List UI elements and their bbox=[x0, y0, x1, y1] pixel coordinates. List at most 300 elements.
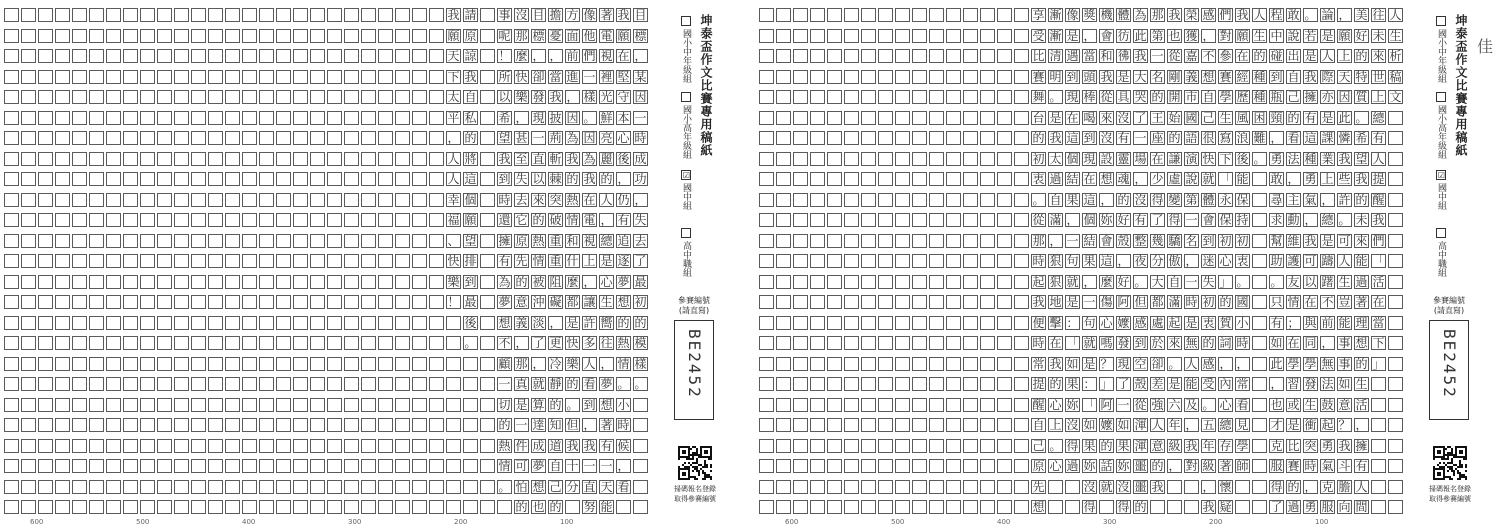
grid-cell bbox=[140, 193, 155, 207]
grid-cell bbox=[1014, 459, 1029, 473]
ruler-mark: 500 bbox=[136, 518, 150, 526]
grid-cell bbox=[276, 152, 291, 166]
grid-cell bbox=[174, 70, 189, 84]
grid-cell bbox=[225, 193, 240, 207]
handwritten-char: ： bbox=[1066, 315, 1079, 330]
grid-cell bbox=[997, 377, 1012, 391]
grid-cell bbox=[1388, 152, 1403, 166]
grid-cell bbox=[395, 111, 410, 125]
grid-cell bbox=[793, 377, 808, 391]
grid-cell bbox=[106, 398, 121, 412]
grid-cell bbox=[208, 500, 223, 514]
handwritten-char: 願 bbox=[447, 28, 460, 43]
grid-cell bbox=[946, 500, 961, 514]
grid-cell bbox=[412, 336, 427, 350]
grid-cell bbox=[259, 275, 274, 289]
handwritten-char: 我 bbox=[464, 69, 477, 84]
grid-cell bbox=[759, 480, 774, 494]
grid-cell bbox=[208, 29, 223, 43]
grid-cell bbox=[140, 480, 155, 494]
handwritten-char: 到 bbox=[464, 274, 477, 289]
handwritten-char: 有 bbox=[600, 438, 613, 453]
grid-cell bbox=[21, 336, 36, 350]
grid-cell bbox=[293, 500, 308, 514]
handwritten-char: 原 bbox=[515, 233, 528, 248]
handwritten-char: 不 bbox=[1202, 49, 1215, 63]
handwritten-char: 會 bbox=[1100, 28, 1113, 43]
handwritten-char: 友 bbox=[1287, 274, 1300, 289]
handwritten-char: 它 bbox=[515, 213, 528, 227]
handwritten-char: 失 bbox=[1202, 274, 1215, 289]
handwritten-char: 比 bbox=[1287, 438, 1300, 453]
handwritten-char: 的 bbox=[549, 397, 562, 412]
grid-cell bbox=[497, 500, 512, 514]
grid-cell bbox=[4, 418, 19, 432]
grid-cell bbox=[412, 70, 427, 84]
entry-number-label: 參賽編號 (請直寫) bbox=[1433, 296, 1465, 315]
grid-cell bbox=[361, 8, 376, 22]
handwritten-char: 法 bbox=[1321, 377, 1334, 391]
grid-cell bbox=[912, 234, 927, 248]
checkbox-elementary-upper[interactable] bbox=[1436, 92, 1446, 102]
handwritten-char: 一 bbox=[1066, 233, 1079, 248]
grid-cell bbox=[259, 480, 274, 494]
grid-cell bbox=[1252, 377, 1267, 391]
grid-cell bbox=[963, 398, 978, 412]
grid-cell bbox=[429, 254, 444, 268]
handwritten-char: 一 bbox=[1083, 295, 1096, 309]
grid-cell bbox=[344, 357, 359, 371]
handwritten-char: 氣 bbox=[1321, 459, 1334, 473]
handwritten-char: 能 bbox=[1236, 172, 1249, 186]
handwritten-char: 也 bbox=[1168, 28, 1181, 43]
handwritten-char: 我 bbox=[1151, 479, 1164, 494]
qr-code-icon[interactable] bbox=[678, 446, 712, 480]
handwritten-char: 的 bbox=[1100, 438, 1113, 453]
handwritten-char: 的 bbox=[549, 500, 562, 514]
grid-cell bbox=[633, 459, 648, 473]
entry-number-box[interactable] bbox=[674, 320, 714, 420]
grid-cell bbox=[191, 336, 206, 350]
option-elementary-middle: 國小中年級組 bbox=[680, 16, 693, 83]
grid-cell bbox=[912, 418, 927, 432]
handwritten-char: 失 bbox=[634, 213, 647, 227]
grid-cell bbox=[344, 8, 359, 22]
handwritten-char: 我 bbox=[1304, 69, 1317, 84]
grid-cell bbox=[89, 254, 104, 268]
grid-cell bbox=[759, 459, 774, 473]
grid-cell bbox=[89, 377, 104, 391]
grid-cell bbox=[429, 8, 444, 22]
grid-cell bbox=[1252, 295, 1267, 309]
grid-cell bbox=[480, 8, 495, 22]
grid-cell bbox=[1252, 193, 1267, 207]
checkbox-elementary-middle[interactable] bbox=[681, 16, 691, 26]
grid-cell bbox=[793, 500, 808, 514]
ruler-mark: 600 bbox=[785, 518, 799, 526]
handwritten-char: 我 bbox=[1236, 8, 1249, 22]
handwritten-char: 些 bbox=[1338, 172, 1351, 186]
grid-cell bbox=[895, 131, 910, 145]
grid-cell bbox=[980, 70, 995, 84]
grid-cell bbox=[810, 316, 825, 330]
handwritten-char: 因 bbox=[566, 110, 579, 125]
grid-cell bbox=[844, 275, 859, 289]
grid-cell bbox=[929, 459, 944, 473]
handwritten-char: 就 bbox=[1100, 479, 1113, 494]
grid-cell bbox=[123, 377, 138, 391]
grid-cell bbox=[327, 70, 342, 84]
grid-cell bbox=[929, 152, 944, 166]
handwritten-char: 因 bbox=[1338, 90, 1351, 104]
grid-cell bbox=[327, 377, 342, 391]
handwritten-char: 我 bbox=[1049, 131, 1062, 145]
handwritten-char: 躇 bbox=[1321, 274, 1334, 289]
handwritten-char: 一 bbox=[583, 459, 596, 473]
handwritten-char: 漸 bbox=[1049, 28, 1062, 43]
handwritten-char: 己 bbox=[1202, 110, 1215, 125]
handwritten-char: 到 bbox=[1083, 131, 1096, 145]
grid-cell bbox=[55, 357, 70, 371]
handwritten-char: 一 bbox=[1134, 131, 1147, 145]
handwritten-char: 許 bbox=[1338, 192, 1351, 207]
grid-cell bbox=[72, 172, 87, 186]
handwritten-char: 勇 bbox=[1304, 500, 1317, 514]
grid-cell bbox=[412, 357, 427, 371]
handwritten-char: 望 bbox=[464, 233, 477, 248]
handwritten-char: 看 bbox=[617, 479, 630, 494]
handwritten-char: 憂 bbox=[549, 28, 562, 43]
grid-cell bbox=[55, 398, 70, 412]
grid-cell bbox=[776, 398, 791, 412]
handwritten-char: 人 bbox=[1338, 254, 1351, 268]
grid-cell bbox=[776, 29, 791, 43]
handwritten-char: ， bbox=[1117, 254, 1130, 268]
handwritten-char: 著 bbox=[1219, 459, 1232, 473]
handwritten-char: 說 bbox=[1287, 28, 1300, 43]
handwritten-char: 披 bbox=[549, 110, 562, 125]
handwritten-char: ， bbox=[515, 110, 528, 125]
handwritten-char: 靈 bbox=[1117, 151, 1130, 166]
handwritten-char: 是 bbox=[1185, 315, 1198, 330]
grid-cell bbox=[912, 213, 927, 227]
grid-cell bbox=[895, 357, 910, 371]
grid-cell bbox=[106, 29, 121, 43]
grid-cell bbox=[140, 418, 155, 432]
handwritten-char: 視 bbox=[583, 233, 596, 248]
handwritten-char: 世 bbox=[1372, 69, 1385, 84]
grid-cell bbox=[310, 418, 325, 432]
grid-cell bbox=[895, 49, 910, 63]
grid-cell bbox=[293, 480, 308, 494]
grid-cell bbox=[480, 49, 495, 63]
entry-number-box[interactable] bbox=[1429, 320, 1469, 420]
qr-caption: 掃碼報名登錄 取得參賽編號 bbox=[1429, 485, 1471, 503]
handwritten-char: ， bbox=[1202, 28, 1215, 43]
grid-cell bbox=[378, 459, 393, 473]
grid-cell bbox=[929, 90, 944, 104]
grid-cell bbox=[72, 398, 87, 412]
handwritten-char: 將 bbox=[464, 151, 477, 166]
handwritten-char: 的 bbox=[1355, 356, 1368, 371]
ruler-mark: 600 bbox=[30, 518, 44, 526]
grid-cell bbox=[895, 398, 910, 412]
grid-cell bbox=[929, 418, 944, 432]
grid-cell bbox=[327, 234, 342, 248]
handwritten-char: ， bbox=[583, 418, 596, 432]
grid-cell bbox=[276, 439, 291, 453]
grid-cell bbox=[191, 398, 206, 412]
handwritten-char: 大 bbox=[1134, 69, 1147, 84]
grid-cell bbox=[123, 398, 138, 412]
checkbox-senior-high[interactable] bbox=[681, 228, 691, 238]
handwritten-char: 的 bbox=[617, 315, 630, 330]
grid-cell bbox=[946, 295, 961, 309]
grid-cell bbox=[378, 8, 393, 22]
grid-cell bbox=[446, 500, 461, 514]
handwritten-char: 小 bbox=[617, 397, 630, 412]
handwritten-char: 到 bbox=[1202, 233, 1215, 248]
grid-cell bbox=[1184, 500, 1199, 514]
grid-cell bbox=[861, 193, 876, 207]
qr-code-icon[interactable] bbox=[1433, 446, 1467, 480]
grid-cell bbox=[1252, 316, 1267, 330]
grid-cell bbox=[327, 213, 342, 227]
grid-cell bbox=[106, 111, 121, 125]
handwritten-char: 心 bbox=[600, 274, 613, 289]
score-note: 佳 bbox=[1477, 37, 1494, 56]
handwritten-char: 淡 bbox=[532, 315, 545, 330]
grid-cell bbox=[616, 500, 631, 514]
handwritten-char: 年 bbox=[1202, 438, 1215, 453]
grid-cell bbox=[912, 295, 927, 309]
grid-cell bbox=[123, 152, 138, 166]
grid-cell bbox=[174, 193, 189, 207]
grid-cell bbox=[912, 193, 927, 207]
grid-cell bbox=[810, 234, 825, 248]
grid-cell bbox=[140, 357, 155, 371]
grid-cell bbox=[776, 131, 791, 145]
form-sidebar bbox=[1415, 0, 1500, 530]
grid-cell bbox=[106, 459, 121, 473]
ruler-mark: 400 bbox=[997, 518, 1011, 526]
handwritten-char: ， bbox=[1304, 479, 1317, 494]
checkbox-senior-high[interactable] bbox=[1436, 228, 1446, 238]
handwritten-char: 生 bbox=[1253, 28, 1266, 43]
handwritten-char: 」 bbox=[1100, 377, 1113, 391]
handwritten-char: 情 bbox=[498, 459, 511, 473]
handwritten-char: 不 bbox=[1321, 295, 1334, 309]
handwritten-char: 的 bbox=[1287, 110, 1300, 125]
grid-cell bbox=[89, 90, 104, 104]
grid-cell bbox=[633, 418, 648, 432]
grid-cell bbox=[827, 213, 842, 227]
grid-cell bbox=[276, 480, 291, 494]
grid-cell bbox=[980, 459, 995, 473]
handwritten-char: 心 bbox=[1219, 254, 1232, 268]
grid-cell bbox=[310, 254, 325, 268]
grid-cell bbox=[1099, 500, 1114, 514]
grid-cell bbox=[191, 152, 206, 166]
grid-cell bbox=[1014, 377, 1029, 391]
handwritten-char: 視 bbox=[600, 49, 613, 63]
handwritten-char: 直 bbox=[532, 151, 545, 166]
handwritten-char: 標 bbox=[634, 28, 647, 43]
grid-cell bbox=[480, 316, 495, 330]
handwritten-char: 來 bbox=[1168, 336, 1181, 350]
handwritten-char: 喝 bbox=[1083, 110, 1096, 125]
checkbox-junior-high[interactable]: ☑ bbox=[682, 171, 691, 180]
handwritten-char: 為 bbox=[583, 151, 596, 166]
handwritten-char: 有 bbox=[1270, 315, 1283, 330]
grid-cell bbox=[38, 418, 53, 432]
grid-cell bbox=[259, 398, 274, 412]
grid-cell bbox=[174, 49, 189, 63]
handwritten-char: 受 bbox=[1202, 377, 1215, 391]
grid-cell bbox=[344, 398, 359, 412]
grid-cell bbox=[776, 316, 791, 330]
handwritten-char: 從 bbox=[1100, 90, 1113, 104]
grid-cell bbox=[174, 90, 189, 104]
grid-cell bbox=[38, 459, 53, 473]
grid-cell bbox=[293, 295, 308, 309]
grid-cell bbox=[293, 254, 308, 268]
grid-cell bbox=[844, 398, 859, 412]
grid-cell bbox=[191, 357, 206, 371]
grid-cell bbox=[929, 275, 944, 289]
handwritten-char: 現 bbox=[1083, 151, 1096, 166]
handwritten-char: 的 bbox=[566, 172, 579, 186]
handwritten-char: 總 bbox=[600, 233, 613, 248]
grid-cell bbox=[208, 70, 223, 84]
grid-cell bbox=[293, 111, 308, 125]
grid-cell bbox=[844, 131, 859, 145]
handwritten-char: 嘉 bbox=[1185, 49, 1198, 63]
grid-cell bbox=[38, 70, 53, 84]
handwritten-char: 此 bbox=[1134, 28, 1147, 43]
handwritten-char: 看 bbox=[583, 377, 596, 391]
handwritten-char: 電 bbox=[583, 213, 596, 227]
handwritten-char: 的 bbox=[515, 500, 528, 514]
handwritten-char: 排 bbox=[464, 254, 477, 268]
handwritten-char: 王 bbox=[1151, 110, 1164, 125]
grid-cell bbox=[776, 213, 791, 227]
grid-cell bbox=[259, 357, 274, 371]
grid-cell bbox=[276, 275, 291, 289]
grid-cell bbox=[259, 439, 274, 453]
grid-cell bbox=[72, 295, 87, 309]
grid-cell bbox=[895, 336, 910, 350]
handwritten-char: 克 bbox=[1270, 438, 1283, 453]
grid-cell bbox=[480, 172, 495, 186]
handwritten-char: 以 bbox=[1304, 274, 1317, 289]
handwritten-char: 就 bbox=[1202, 172, 1215, 186]
handwritten-char: 阿 bbox=[1117, 295, 1130, 309]
checkbox-junior-high[interactable]: ☑ bbox=[1437, 171, 1446, 180]
grid-cell bbox=[412, 254, 427, 268]
handwritten-char: 我 bbox=[549, 90, 562, 104]
handwritten-char: 幾 bbox=[1151, 233, 1164, 248]
handwritten-char: 我 bbox=[1168, 8, 1181, 22]
handwritten-char: 福 bbox=[447, 213, 460, 227]
grid-cell bbox=[208, 49, 223, 63]
grid-cell bbox=[878, 357, 893, 371]
grid-cell bbox=[225, 172, 240, 186]
handwritten-char: 稿 bbox=[1389, 69, 1402, 84]
grid-cell bbox=[929, 336, 944, 350]
grid-cell bbox=[1388, 111, 1403, 125]
handwritten-char: 了 bbox=[1270, 500, 1283, 514]
handwritten-char: 如 bbox=[1066, 356, 1079, 371]
grid-cell bbox=[55, 234, 70, 248]
handwritten-char: 太 bbox=[1049, 151, 1062, 166]
grid-cell bbox=[55, 480, 70, 494]
handwritten-char: 氣 bbox=[1304, 192, 1317, 207]
grid-cell bbox=[259, 254, 274, 268]
handwritten-char: 在 bbox=[617, 49, 630, 63]
grid-cell bbox=[429, 439, 444, 453]
grid-cell bbox=[208, 418, 223, 432]
grid-cell bbox=[4, 480, 19, 494]
grid-cell bbox=[21, 131, 36, 145]
grid-cell bbox=[361, 275, 376, 289]
grid-cell bbox=[395, 90, 410, 104]
handwritten-char: 的 bbox=[1168, 131, 1181, 145]
grid-cell bbox=[878, 398, 893, 412]
handwritten-char: 於 bbox=[1151, 336, 1164, 350]
handwritten-char: 看 bbox=[1236, 397, 1249, 412]
grid-cell bbox=[327, 295, 342, 309]
grid-cell bbox=[912, 254, 927, 268]
handwritten-char: 語 bbox=[1185, 131, 1198, 145]
grid-cell bbox=[412, 172, 427, 186]
checkbox-elementary-upper[interactable] bbox=[681, 92, 691, 102]
handwritten-char: 我 bbox=[1032, 295, 1045, 309]
grid-cell bbox=[980, 398, 995, 412]
grid-cell bbox=[89, 8, 104, 22]
grid-cell bbox=[72, 480, 87, 494]
grid-cell bbox=[38, 275, 53, 289]
grid-cell bbox=[174, 377, 189, 391]
grid-cell bbox=[4, 357, 19, 371]
handwritten-char: 想 bbox=[532, 479, 545, 494]
grid-cell bbox=[89, 70, 104, 84]
grid-cell bbox=[259, 90, 274, 104]
handwritten-char: 妳 bbox=[1083, 459, 1096, 473]
handwritten-char: ， bbox=[566, 90, 579, 104]
grid-cell bbox=[412, 111, 427, 125]
grid-cell bbox=[208, 152, 223, 166]
handwritten-char: 沒 bbox=[1083, 479, 1096, 494]
handwritten-char: 妳 bbox=[1066, 397, 1079, 412]
grid-cell bbox=[157, 500, 172, 514]
grid-cell bbox=[980, 49, 995, 63]
grid-cell bbox=[276, 336, 291, 350]
handwritten-char: ， bbox=[1083, 274, 1096, 289]
checkbox-elementary-middle[interactable] bbox=[1436, 16, 1446, 26]
handwritten-char: 此 bbox=[1270, 356, 1283, 371]
handwritten-char: 狠 bbox=[1049, 254, 1062, 268]
grid-cell bbox=[912, 336, 927, 350]
grid-cell bbox=[463, 500, 478, 514]
grid-cell bbox=[72, 357, 87, 371]
handwritten-char: 有 bbox=[1372, 131, 1385, 145]
grid-cell bbox=[895, 480, 910, 494]
handwritten-char: 心 bbox=[1049, 397, 1062, 412]
grid-cell bbox=[242, 172, 257, 186]
handwritten-char: 道 bbox=[549, 438, 562, 453]
handwritten-char: 原 bbox=[464, 28, 477, 43]
